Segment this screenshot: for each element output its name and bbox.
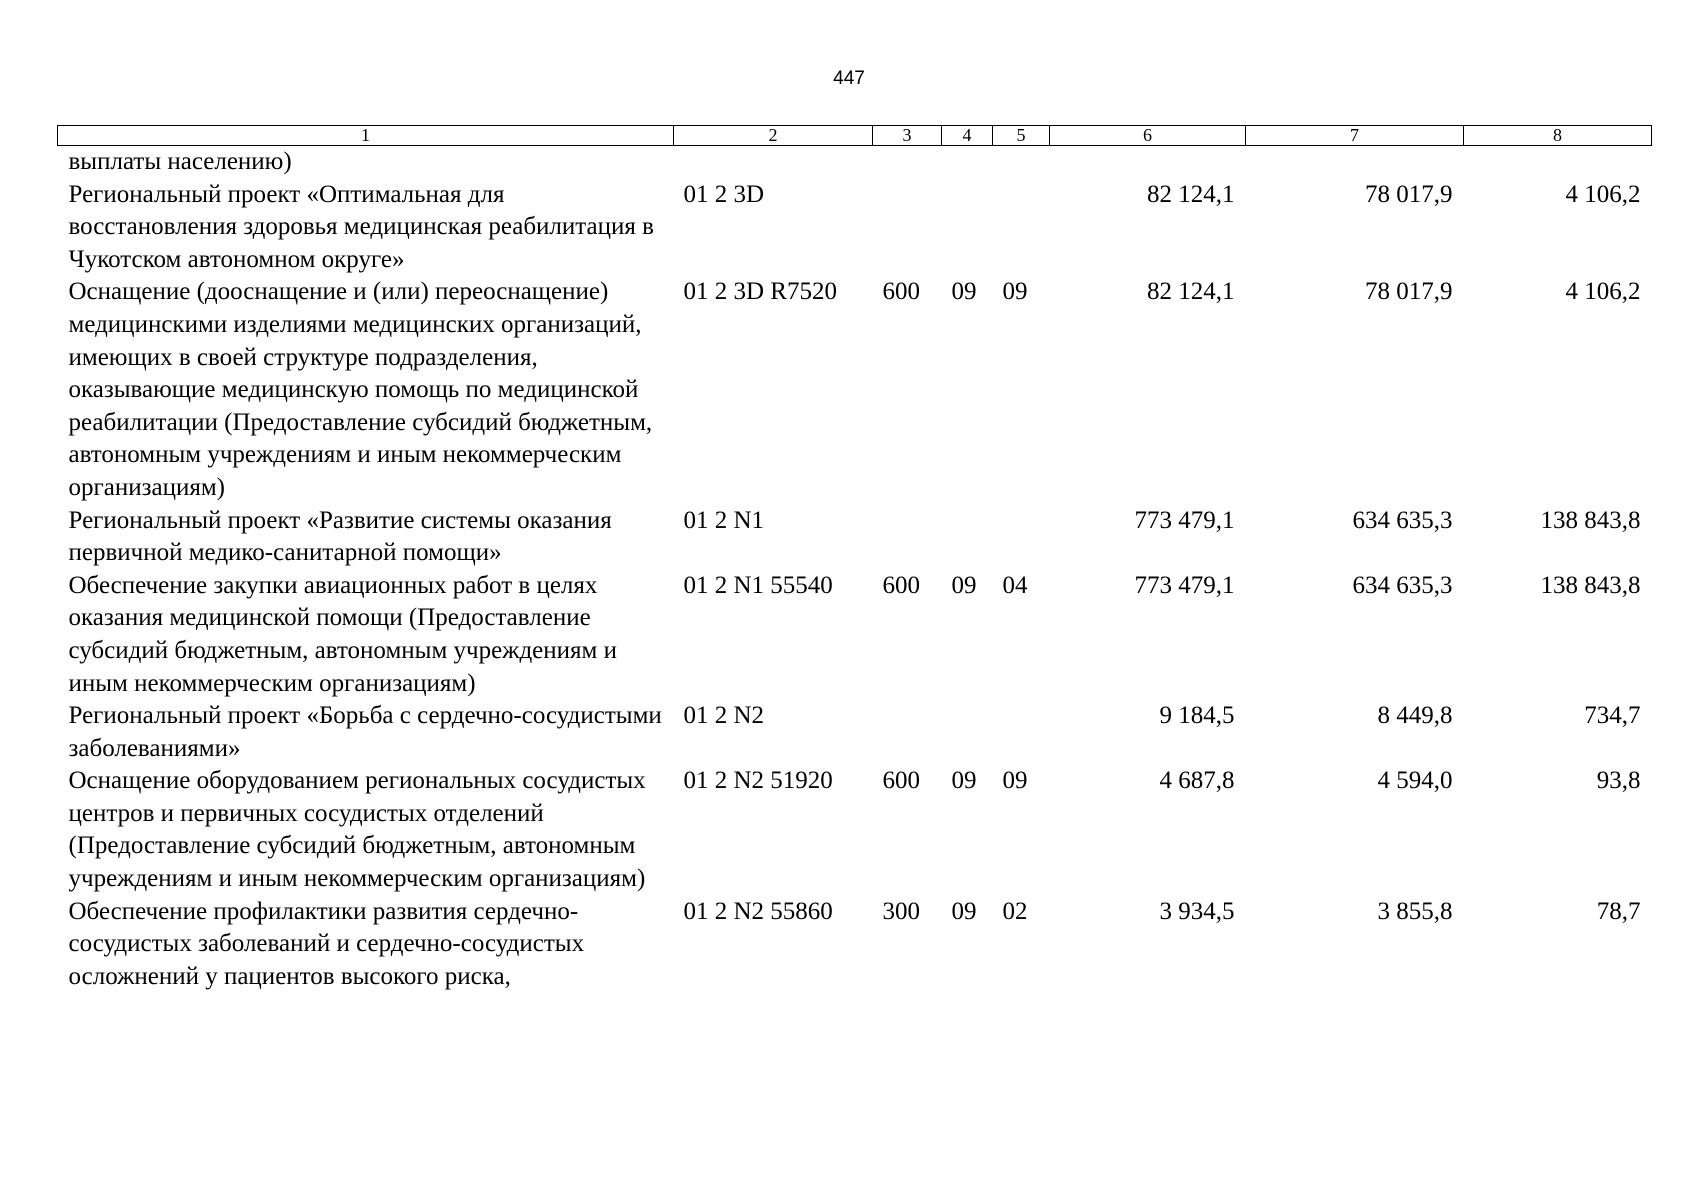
row-code: 01 2 N1 xyxy=(683,506,765,534)
row-col8: 734,7 xyxy=(1584,702,1641,730)
row-col5: 09 xyxy=(1002,278,1028,306)
table-row xyxy=(58,570,1652,700)
row-code: 01 2 3D R7520 xyxy=(683,278,837,306)
row-col7: 78 017,9 xyxy=(1365,278,1453,306)
row-col4 xyxy=(942,146,993,179)
row-col7: 4 594,0 xyxy=(1377,767,1453,795)
row-col7: 634 635,3 xyxy=(1352,571,1453,599)
row-description: Региональный проект «Развитие системы оказания первичной медико-санитарной помощи» xyxy=(68,506,612,567)
row-col5: 09 xyxy=(1002,767,1028,795)
row-code: 01 2 N2 51920 xyxy=(683,767,833,795)
row-col8 xyxy=(1464,146,1652,179)
column-header-1: 1 xyxy=(58,126,674,146)
row-description: выплаты населению) xyxy=(68,148,292,175)
row-description: Обеспечение профилактики развития сердечно-сосудистых заболеваний и сердечно-сосудистых осложнений у пациентов высокого риска, xyxy=(68,897,585,990)
row-col4 xyxy=(942,179,993,277)
row-col6: 773 479,1 xyxy=(1134,571,1235,599)
row-col4: 09 xyxy=(951,897,977,925)
row-col8: 138 843,8 xyxy=(1540,506,1641,534)
row-code: 01 2 N1 55540 xyxy=(683,571,833,599)
column-header-8: 8 xyxy=(1464,126,1652,146)
row-description: Оснащение оборудованием региональных сосудистых центров и первичных сосудистых отделений (Предоставление субсидий бюджетным, автономным учреждениям и иным некоммерческим организациям) xyxy=(68,767,646,893)
row-col4: 09 xyxy=(951,278,977,306)
row-col5: 02 xyxy=(1002,897,1028,925)
row-col3: 600 xyxy=(882,571,920,599)
row-col5 xyxy=(993,505,1050,570)
table-row xyxy=(58,179,1652,277)
row-col7: 3 855,8 xyxy=(1377,897,1453,925)
row-col7: 78 017,9 xyxy=(1365,180,1453,208)
row-col8: 4 106,2 xyxy=(1565,180,1641,208)
row-col5 xyxy=(993,700,1050,765)
row-col6: 3 934,5 xyxy=(1159,897,1235,925)
row-col4 xyxy=(942,700,993,765)
table-row xyxy=(58,276,1652,504)
row-col5: 04 xyxy=(1002,571,1028,599)
row-col7: 634 635,3 xyxy=(1352,506,1453,534)
row-col7: 8 449,8 xyxy=(1377,702,1453,730)
page-number: 447 xyxy=(833,68,865,89)
row-description: Региональный проект «Оптимальная для восстановления здоровья медицинская реабилитация в Чукотском автономном округе» xyxy=(68,180,654,273)
column-header-4: 4 xyxy=(942,126,993,146)
row-col5 xyxy=(993,146,1050,179)
row-code: 01 2 3D xyxy=(683,180,765,208)
table-row xyxy=(58,505,1652,570)
table-row xyxy=(58,700,1652,765)
row-description: Обеспечение закупки авиационных работ в целях оказания медицинской помощи (Предоставление субсидий бюджетным, автономным учреждениям и иным некоммерческим организациям) xyxy=(68,571,617,697)
row-col6: 9 184,5 xyxy=(1159,702,1235,730)
column-header-2: 2 xyxy=(674,126,873,146)
row-col6: 4 687,8 xyxy=(1159,767,1235,795)
column-header-3: 3 xyxy=(873,126,942,146)
row-col8: 78,7 xyxy=(1596,897,1641,925)
row-col4 xyxy=(942,505,993,570)
row-col5 xyxy=(993,179,1050,277)
row-col6 xyxy=(1050,146,1246,179)
row-col6: 82 124,1 xyxy=(1147,278,1235,306)
row-col6: 82 124,1 xyxy=(1147,180,1235,208)
row-col7 xyxy=(1246,146,1464,179)
row-col8: 4 106,2 xyxy=(1565,278,1641,306)
row-description: Региональный проект «Борьба с сердечно-сосудистыми заболеваниями» xyxy=(68,702,662,762)
row-code xyxy=(674,146,873,179)
row-col3: 300 xyxy=(882,897,920,925)
row-col6: 773 479,1 xyxy=(1134,506,1235,534)
column-header-5: 5 xyxy=(993,126,1050,146)
row-col4: 09 xyxy=(951,767,977,795)
row-col3: 600 xyxy=(882,767,920,795)
row-col3: 600 xyxy=(882,278,920,306)
row-col4: 09 xyxy=(951,571,977,599)
table-row xyxy=(58,896,1652,994)
row-col8: 138 843,8 xyxy=(1540,571,1641,599)
column-header-7: 7 xyxy=(1246,126,1464,146)
row-col3 xyxy=(873,146,942,179)
row-col3 xyxy=(873,505,942,570)
row-description: Оснащение (дооснащение и (или) переоснащение) медицинскими изделиями медицинских организаций, имеющих в своей структуре подразделения, оказывающие медицинскую помощь по медицинской реабилитации (Предоставление субсидий бюджетным, автономным учреждениям и иным некоммерческим организациям) xyxy=(68,278,653,501)
budget-table xyxy=(57,125,1652,993)
table-row xyxy=(58,765,1652,895)
row-col8: 93,8 xyxy=(1596,767,1641,795)
column-number-row xyxy=(58,126,1652,146)
row-col3 xyxy=(873,179,942,277)
table-row xyxy=(58,146,1652,179)
column-header-6: 6 xyxy=(1050,126,1246,146)
row-code: 01 2 N2 55860 xyxy=(683,897,833,925)
row-col3 xyxy=(873,700,942,765)
row-code: 01 2 N2 xyxy=(683,702,765,730)
